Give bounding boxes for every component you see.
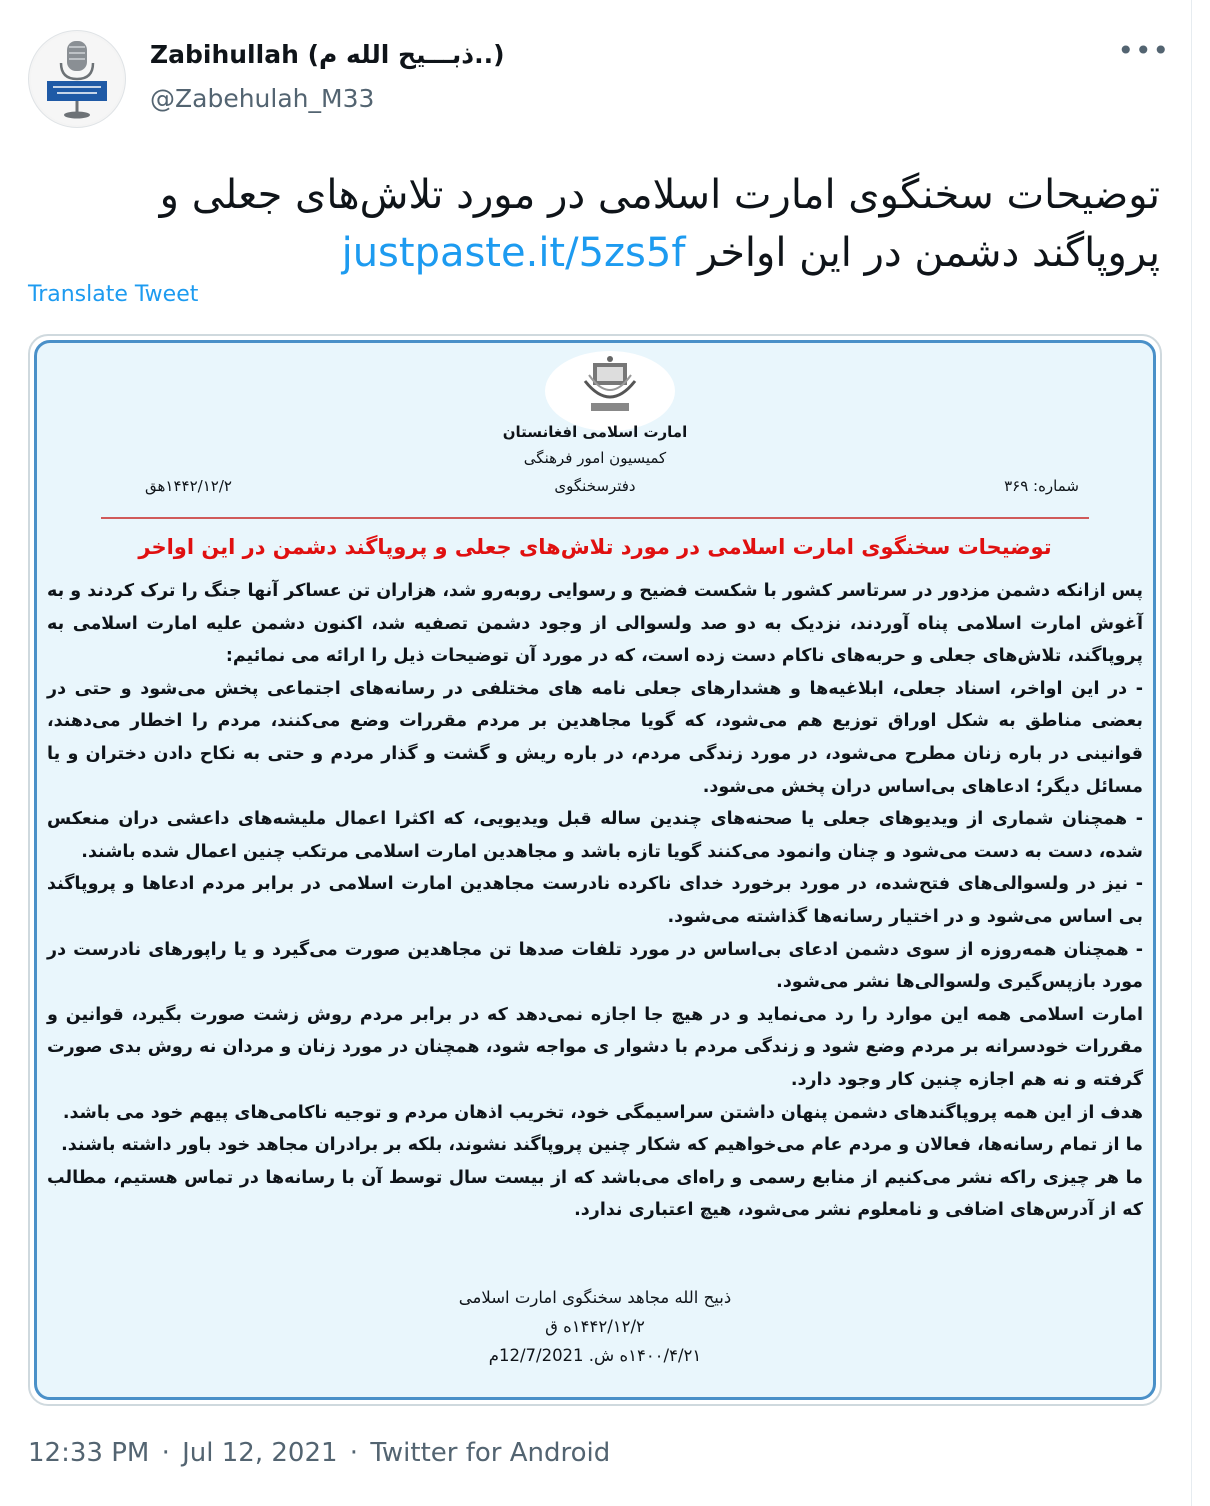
separator: · [161,1438,170,1468]
translate-tweet-link[interactable]: Translate Tweet [28,282,199,307]
commission-name: کمیسیون امور فرهنگی [523,449,667,467]
org-name: امارت اسلامی افغانستان [502,423,688,441]
timeline-divider [1191,0,1192,1506]
tweet-text [28,166,1160,282]
separator: · [349,1438,359,1468]
tweet-header [28,30,1170,130]
paragraph: ما هر چیزی راکه نشر می‌کنیم از منابع رسمی و راه‌ای می‌باشد که از بیست سال توسط آن با رسانه‌ها در تماس هستیم، مطالب که از آدرس‌های اضافی و نامعلوم نشر می‌شود، هیچ اعتباری ندارد. [47,1167,1143,1221]
signature-date-hijri: ۱۴۴۲/۱۲/۲ه ق [545,1317,645,1336]
emblem [545,351,675,431]
paragraph: - در این اواخر، اسناد جعلی، ابلاغیه‌ها و هشدارهای جعلی نامه های مختلفی در رسانه‌های اجتماعی پخش می‌شود و حتی در بعضی مناطق به شکل اوراق توزیع هم می‌شود، که گویا مجاهدین بر مردم مقررات وضع می‌کنند، مردم را اخطار می‌دهند، قوانینی در باره زنان مطرح می‌شود، در مورد زندگی مردم، در باره ریش و گشت و گذار مردم و حتی به نکاح دادن دختران و یا مسائل دیگر؛ ادعاهای بی‌اساس دران پخش می‌شود. [47,678,1143,797]
emirate-emblem-icon [545,351,675,431]
document-date: ۱۴۴۲/۱۲/۲هق [145,477,232,495]
header-divider [101,517,1089,519]
paragraph: ما از تمام رسانه‌ها، فعالان و مردم عام می‌خواهیم که شکار چنین پروپاگند نشوند، بلکه بر برادران مجاهد خود باور داشته باشند. [61,1135,1143,1156]
signature-date-solar: ۱۴۰۰/۴/۲۱ه ش. 12/7/2021م [488,1346,702,1365]
document-body [47,575,1143,1227]
author-handle[interactable]: @Zabehulah_M33 [150,84,375,113]
signature-block [37,1283,1153,1370]
tweet-metadata [28,1438,610,1468]
tweet-image[interactable] [28,334,1162,1406]
tweet-time[interactable]: 12:33 PM [28,1438,150,1468]
more-options-icon[interactable]: ••• [1117,34,1170,67]
tweet-link[interactable]: justpaste.it/5zs5f [341,230,686,276]
paragraph: پس ازانکه دشمن مزدور در سرتاسر کشور با شکست فضیح و رسوایی روبه‌رو شد، هزاران تن عساکر آنها جنگ را ترک کردند و به آغوش امارت اسلامی پناه آوردند، نزدیک به دو صد ولسوالی از وجود دشمن تصفیه شد، اکنون دشمن علیه امارت اسلامی به پروپاگند، تلاش‌های جعلی و حربه‌های ناکام دست زده است، که در مورد آن توضیحات ذیل را ارائه می نمائیم: [47,581,1143,667]
paragraph: - همچنان شماری از ویدیوهای جعلی یا صحنه‌های چندین ساله قبل ویدیویی، که اکثرا اعمال ملیشه‌های داعشی دران منعکس شده، دست به دست می‌شود و چنان وانمود می‌کنند گویا تازه باشد و مجاهدین امارت اسلامی مرتکب چنین اعمال شده باشند. [47,809,1143,862]
paragraph: - نیز در ولسوالی‌های فتح‌شده، در مورد برخورد خدای ناکرده نادرست مجاهدین امارت اسلامی در برابر مردم ادعاها و پروپاگند بی اساس می‌شود و در اختیار رسانه‌ها گذاشته می‌شود. [47,874,1143,927]
document-number: شماره: ۳۶۹ [1004,477,1079,495]
office-name: دفترسخنگوی [554,477,636,495]
tweet-body: توضیحات سخنگوی امارت اسلامی در مورد تلاش‌های جعلی و پروپاگند دشمن در این اواخر [159,172,1160,276]
paragraph: - همچنان همه‌روزه از سوی دشمن ادعای بی‌اساس در مورد تلفات صدها تن مجاهدین صورت می‌گیرد و یا راپورهای نادرست در مورد بازپس‌گیری ولسوالی‌ها نشر می‌شود. [47,939,1143,993]
document-title: توضیحات سخنگوی امارت اسلامی در مورد تلاش‌های جعلی و پروپاگند دشمن در این اواخر [138,535,1052,559]
paragraph: امارت اسلامی همه این موارد را رد می‌نماید و در هیچ جا اجازه نمی‌دهد که در برابر مردم روش زشت صورت بگیرد، قوانین و مقررات خودسرانه بر مردم وضع شود و زندگی مردم با دشوار ی مواجه شود، همچنان در مورد زنان و مردان نه روش بدی صورت گرفته و نه هم اجازه چنین کار وجود دارد. [47,1004,1143,1090]
paragraph: هدف از این همه پروپاگندهای دشمن پنهان داشتن سراسیمگی خود، تخریب اذهان مردم و توجیه ناکامی‌های پیهم خود می باشد. [62,1102,1143,1123]
avatar[interactable] [28,30,126,128]
signature-name: ذبیح الله مجاهد سخنگوی امارت اسلامی [458,1288,732,1307]
author-name[interactable]: Zabihullah (ذبـــیح الله م..) [150,40,505,69]
microphone-logo-icon [29,31,125,127]
tweet-client[interactable]: Twitter for Android [370,1438,611,1468]
tweet-date[interactable]: Jul 12, 2021 [182,1438,338,1468]
statement-document [34,340,1156,1400]
